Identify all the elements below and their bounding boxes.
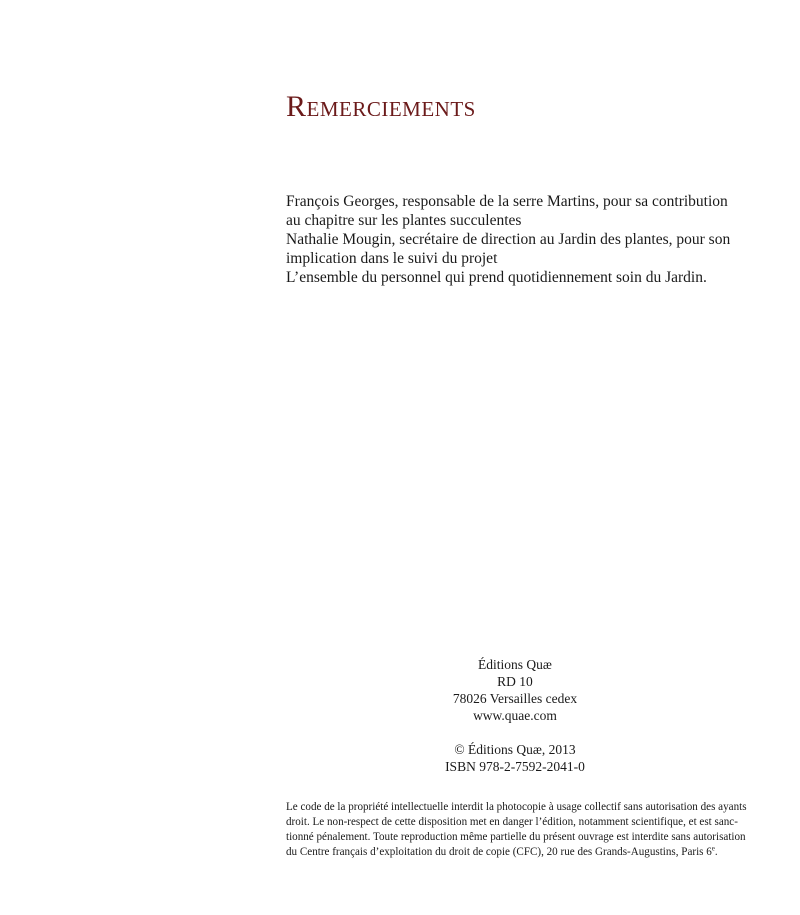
legal-notice [286, 800, 756, 860]
acknowledgement-line: François Georges, responsable de la serre Martins, pour sa contribution [286, 193, 728, 210]
superscript-e: e [711, 844, 715, 853]
acknowledgement-line: implication dans le suivi du projet [286, 250, 498, 267]
acknowledgement-line: Nathalie Mougin, secrétaire de direction au Jardin des plantes, pour son [286, 231, 731, 248]
publisher-address-line: RD 10 [497, 674, 533, 689]
legal-line-text: du Centre français d’exploitation du droit de copie (CFC), 20 rue des Grands-Augustins, Paris 6 [286, 846, 712, 858]
spacer [430, 724, 600, 741]
isbn: ISBN 978-2-7592-2041-0 [445, 759, 585, 774]
page-title: Remerciements [286, 90, 476, 123]
acknowledgement-line: L’ensemble du personnel qui prend quotidiennement soin du Jardin. [286, 269, 707, 286]
legal-line-end: . [714, 846, 718, 858]
acknowledgement-line: au chapitre sur les plantes succulentes [286, 212, 522, 229]
legal-line-last [286, 845, 756, 860]
publisher-info [430, 656, 600, 775]
acknowledgements-text [286, 192, 731, 287]
publisher-website: www.quae.com [473, 708, 557, 723]
legal-line: droit. Le non-respect de cette disposition met en danger l’édition, notamment scientifique, et est sanc- [286, 816, 738, 828]
copyright-notice: © Éditions Quæ, 2013 [454, 742, 576, 757]
publisher-address-line: 78026 Versailles cedex [452, 691, 578, 706]
legal-line: tionné pénalement. Toute reproduction même partielle du présent ouvrage est interdite sans autorisation [286, 831, 746, 843]
legal-line: Le code de la propriété intellectuelle interdit la photocopie à usage collectif sans autorisation des ayants [286, 801, 747, 813]
publisher-name: Éditions Quæ [478, 657, 552, 672]
